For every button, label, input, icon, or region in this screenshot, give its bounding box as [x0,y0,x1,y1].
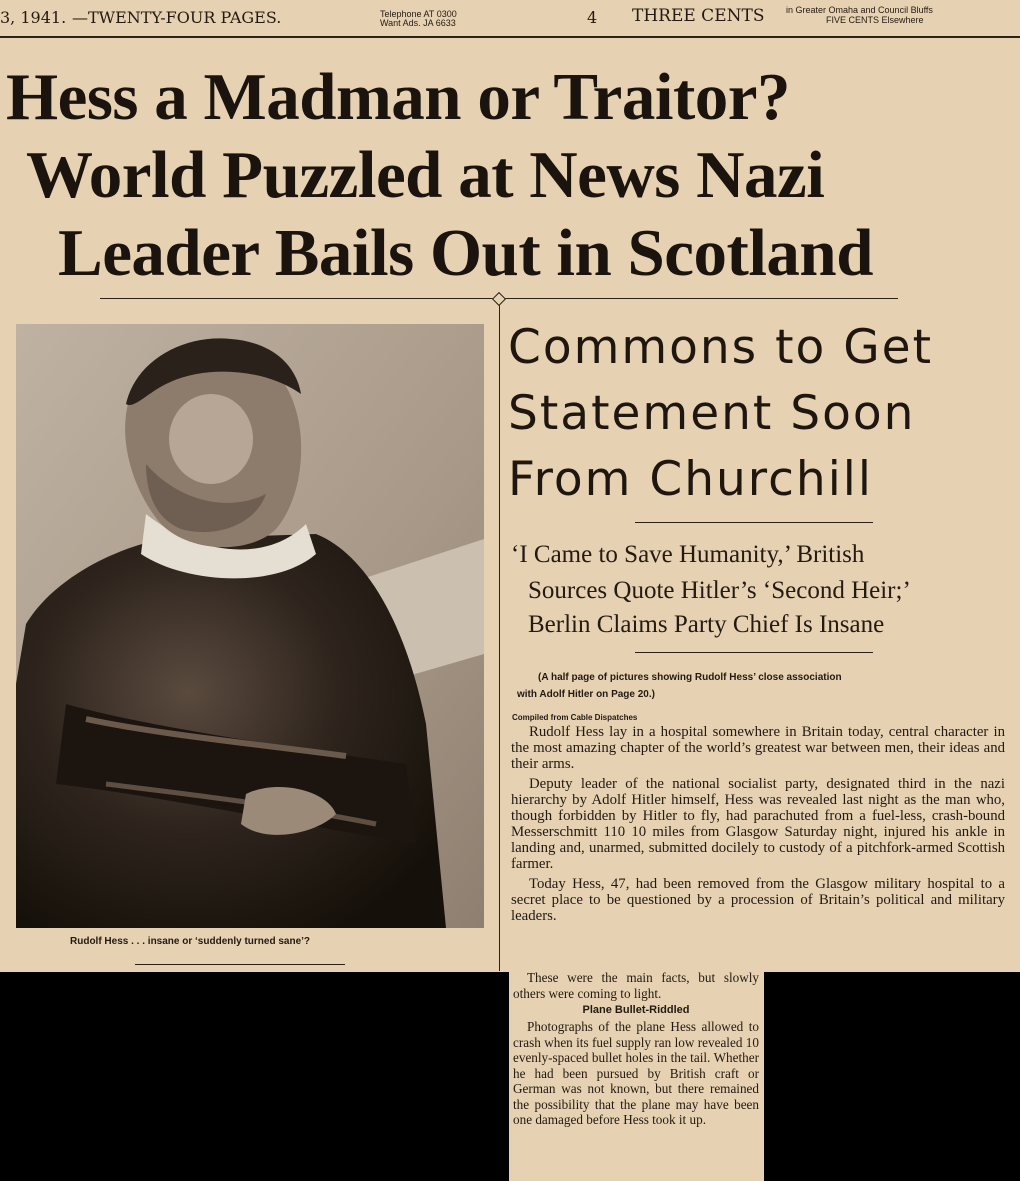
masthead-elsewhere-2: FIVE CENTS Elsewhere [826,15,924,25]
editor-note-line-2: with Adolf Hitler on Page 20.) [517,689,655,700]
headline-line-2: World Puzzled at News Nazi [26,138,825,212]
article-body [511,724,1005,924]
headline-line-1: Hess a Madman or Traitor? [6,60,791,134]
photo-rudolf-hess [16,324,484,928]
masthead-date: 3, 1941. [0,8,67,27]
masthead-price: THREE CENTS [632,6,765,26]
subdeck-line-1: ‘I Came to Save Humanity,’ British [511,541,865,568]
masthead-elsewhere-1: in Greater Omaha and Council Bluffs [786,5,933,15]
deck-line-3: From Churchill [508,452,873,507]
article-paragraph: Deputy leader of the national socialist party, designated third in the nazi hierarchy by Adolf Hitler himself, Hess was revealed last night as the man who, though forbidden by Hitler to fly, had parachuted from a fuel-less, crash-bound Messerschmitt 110 10 miles from Glasgow Saturday night, injured his ankle in landing and, unarmed, submitted docilely to custody of a pitchfork-armed Scottish farmer. [511,776,1005,872]
masthead-pages: —TWENTY-FOUR PAGES. [72,8,282,27]
article-paragraph: Today Hess, 47, had been removed from the Glasgow military hospital to a secret place to be questioned by a procession of Britain’s political and military leaders. [511,876,1005,924]
masthead-phone-2: Want Ads. JA 6633 [380,18,456,28]
column-subhead: Plane Bullet-Riddled [582,1004,690,1016]
column-paragraph: These were the main facts, but slowly others were coming to light. [513,970,759,1001]
masthead [0,0,1020,38]
column-paragraph: Photographs of the plane Hess allowed to crash when its fuel supply ran low revealed 10 evenly-spaced bullet holes in the tail. Whether he had been pursued by British craft or German was not known, but there remained the possibility that the plane may have been one damaged before Hess took it up. [513,1019,759,1127]
continuation-column [513,970,759,1128]
deck-line-2: Statement Soon [508,386,916,441]
column-rule [499,299,500,971]
subdeck-rule [635,652,873,653]
editor-note-line-1: (A half page of pictures showing Rudolf Hess’ close association [538,672,842,683]
headline-line-3: Leader Bails Out in Scotland [58,216,873,290]
photo-caption: Rudolf Hess . . . insane or ‘suddenly turned sane’? [70,936,311,947]
article-paragraph: Rudolf Hess lay in a hospital somewhere in Britain today, central character in the most amazing chapter of the world’s greatest war between men, their ideas and their arms. [511,724,1005,772]
subdeck-line-3: Berlin Claims Party Chief Is Insane [528,611,885,638]
caption-rule [135,964,345,965]
masthead-section: 4 [587,8,598,27]
deck-line-1: Commons to Get [508,320,933,375]
masthead-phone-1: Telephone AT 0300 [380,9,457,19]
byline: Compiled from Cable Dispatches [512,713,638,722]
subdeck-line-2: Sources Quote Hitler’s ‘Second Heir;’ [528,577,911,604]
deck-rule [635,522,873,523]
